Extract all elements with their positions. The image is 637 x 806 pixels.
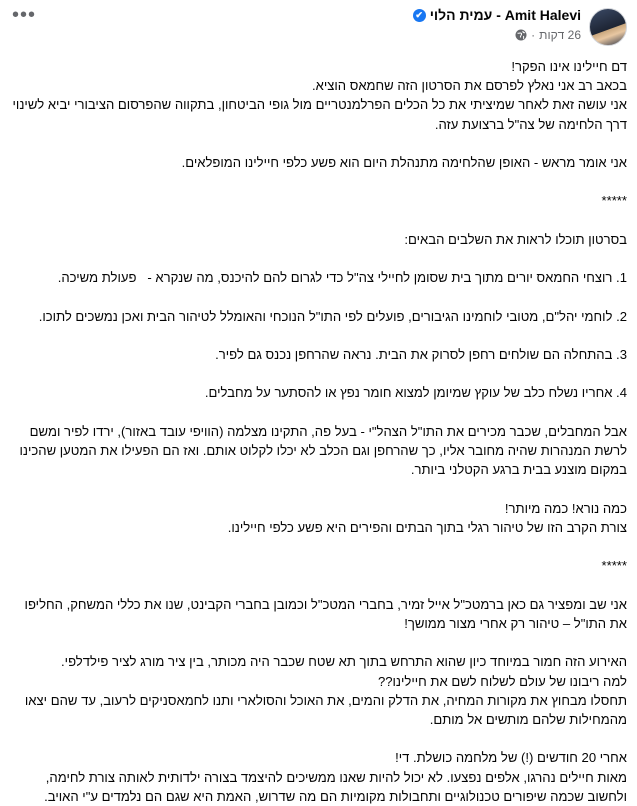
- post-header: [10, 6, 627, 52]
- author-line: [413, 6, 581, 24]
- author-meta: [413, 6, 581, 42]
- more-horizontal-icon[interactable]: •••: [12, 4, 37, 26]
- post-body: דם חיילינו אינו הפקר! בכאב רב אני נאלץ לפרסם את הסרטון הזה שחמאס הוציא. אני עושה זאת לאחר שמיציתי את כל הכלים הפרלמנטריים מול גופי הביטחון, בתקווה שהפרסום הציבורי יביא לשינוי דרך הלחימה של צה"ל ברצועת עזה. אני אומר מראש - האופן שהלחימה מתנהלת היום הוא פשע כלפי חיילינו המופלאים. ***** בסרטון תוכלו לראות את השלבים הבאים: 1. רוצחי החמאס יורים מתוך בית שסומן לחיילי צה"ל כדי לגרום להם להיכנס, מה שנקרא - פעולת משיכה. 2. לוחמי יהל"ם, מטובי לוחמינו הגיבורים, פועלים לפי התו"ל הנוכחי והאומלל לטיהור הבית ואכן נמשכים לתוכו. 3. בהתחלה הם שולחים רחפן לסרוק את הבית. נראה שהרחפן נכנס גם לפיר. 4. אחריו נשלח כלב של עוקץ שמיומן למצוא חומר נפץ או להסתער על מחבלים. אבל המחבלים, שכבר מכירים את התו"ל הצהל"י - בעל פה, התקינו מצלמה (הוויפי עובד באזור), ירדו לפיר ומשם לרשת המנהרות שהיה מחובר אליו, כך שהרחפן וגם הכלב לא יכלו לקלוט אותם. ואז הם הפעילו את המטען שהכינו במקום מוצנע בבית ברגע הקטלני ביותר. כמה נורא! כמה מיותר! צורת הקרב הזו של טיהור רגלי בתוך הבתים והפירים היא פשע כלפי חיילינו. ***** אני שב ומפציר גם כאן ברמטכ"ל אייל זמיר, בחברי המטכ"ל וכמובן בחברי הקבינט, שנו את כללי המשחק, החליפו את התו"ל – טיהור רק אחרי מצור ממושך! האירוע הזה חמור במיוחד כיון שהוא התרחש בתוך תא שטח שכבר היה מכותר, בין ציר מורג לציר פילדלפי. למה ריבונו של עולם לשלוח לשם את חיילינו?? תחסלו מבחוץ את מקורות המחיה, את הדלק והמים, את האוכל והסולארי ותנו לחמאסניקים לרעוב, עד שהם יצאו מהמחילות שלהם מותשים אל מותם. אחרי 20 חודשים (!) של מלחמה כושלת. די! מאות חיילים נהרגו, אלפים נפצעו. לא יכול להיות שאנו ממשיכים להיצמד בצורה ילדותית לאותה צורת לחימה, ולחשוב שכמה שיפורים טכנולוגיים ותחבולות מקומיות הם מה שדרוש, האמת היא שגם הם נלמדים ע"י האויב.: [12, 59, 627, 804]
- author-name[interactable]: Amit Halevi - עמית הלוי: [429, 7, 581, 23]
- verified-badge-icon: ✔: [413, 9, 426, 22]
- globe-icon: [515, 29, 527, 41]
- avatar[interactable]: [589, 8, 627, 46]
- post-meta: [413, 28, 581, 42]
- separator: ·: [531, 28, 536, 42]
- post-time[interactable]: 26 דקות: [539, 28, 581, 42]
